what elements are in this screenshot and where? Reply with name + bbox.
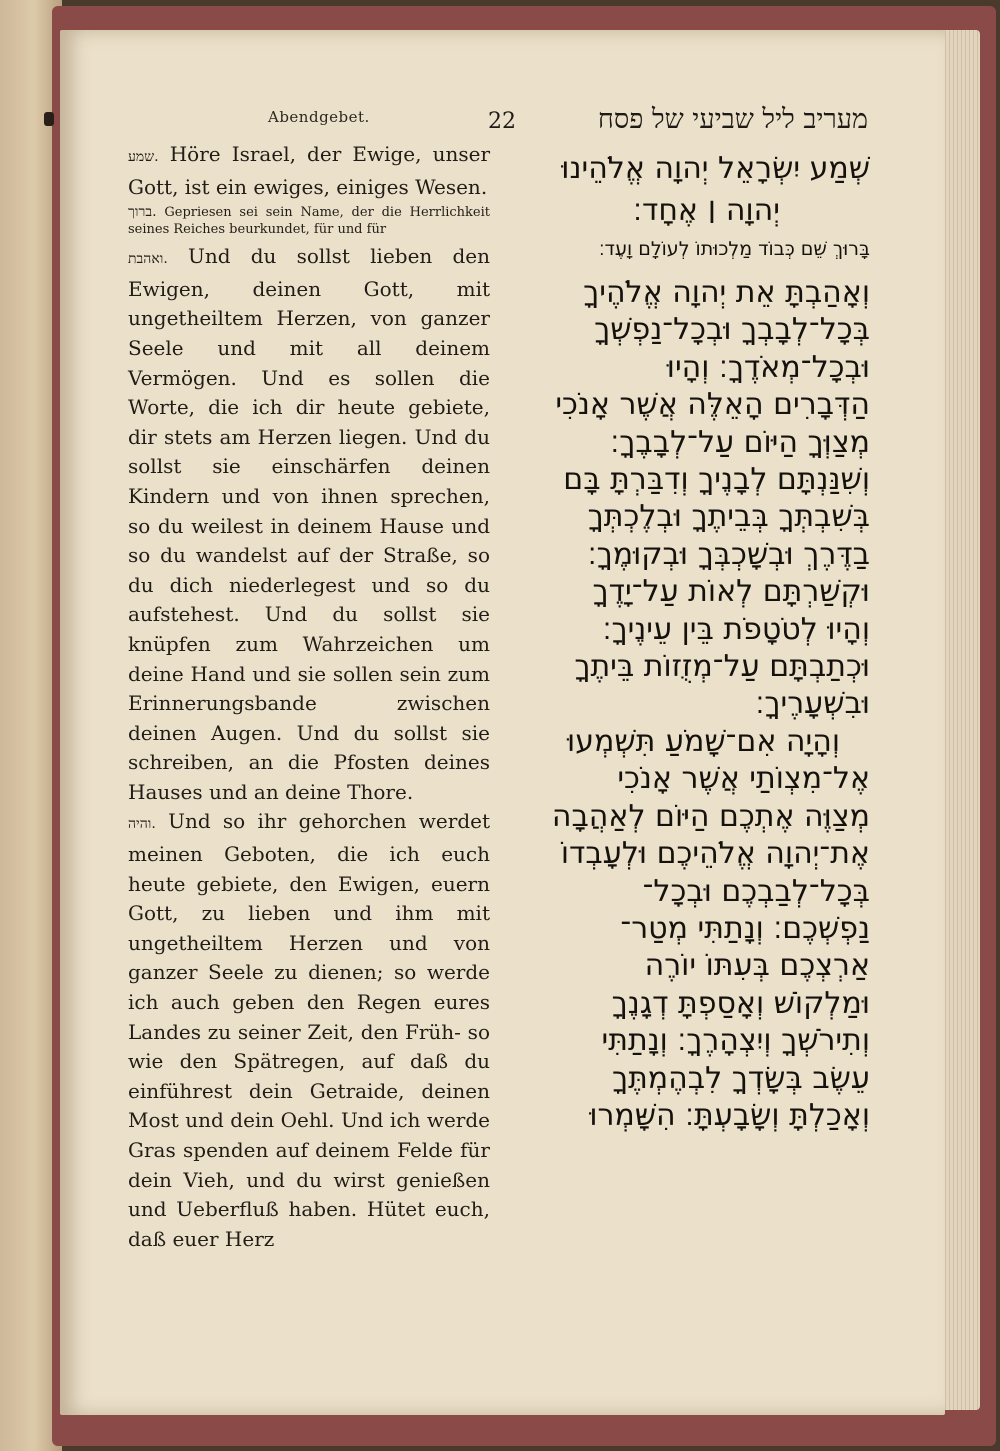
binding-clip (44, 112, 54, 126)
paragraph-marker: והיה. (128, 816, 156, 833)
hebrew-line: בַדֶּרֶךְ וּבְשָׁכְבְּךָ וּבְקוּמֶךָ׃ (587, 536, 870, 572)
paragraph-text: Und so ihr gehorchen werdet meinen Geboten, die ich euch heute gebiete, den Ewigen, euern Gott, zu lieben und ihm mit ungetheiltem Herzen und von ganzer Seele zu dienen; so werde ich auch geben den Regen eures Landes zu seiner Zeit, den Früh- so wie den Spätregen, auf daß du einführest dein Getraide, deinen Most und dein Oehl. Und ich werde Gras spenden auf deinem Felde für dein Vieh, und du wirst genießen und Ueberfluß haben. Hütet euch, daß euer Herz (128, 809, 490, 1251)
hebrew-line: בְּשִׁבְתְּךָ בְּבֵיתֶךָ וּבְלֶכְתְּךָ (587, 499, 870, 535)
hebrew-line: וְשִׁנַּנְתָּם לְבָנֶיךָ וְדִבַּרְתָּ בָּם (563, 462, 870, 498)
hebrew-line: וּבְכָל־מְאֹדֶךָ׃ וְהָיוּ (666, 349, 870, 385)
hebrew-line: בְּכָל־לְבָבְךָ וּבְכָל־נַפְשְׁךָ (594, 312, 870, 348)
hebrew-line: וּבִשְׁעָרֶיךָ׃ (755, 686, 870, 722)
hebrew-text-column (505, 148, 870, 1134)
hebrew-line: וְהָיוּ לְטֹטָפֹת בֵּין עֵינֶיךָ׃ (602, 611, 870, 647)
running-head-hebrew (488, 104, 868, 135)
hebrew-line: מְצַוְּךָ הַיּוֹם עַל־לְבָבֶךָ׃ (610, 424, 870, 460)
hebrew-line: עֵשֶׂב בְּשָׂדְךָ לִבְהֶמְתֶּךָ (611, 1060, 870, 1096)
paragraph-veahavta (128, 242, 490, 807)
hebrew-line: בְּכָל־לְבַבְכֶם וּבְכָל־ (642, 873, 870, 909)
hebrew-line-small: בָּרוּךְ שֵׁם כְּבוֹד מַלְכוּתוֹ לְעוֹלָם וָעֶד׃ (598, 238, 870, 260)
hebrew-line: וְאָכַלְתָּ וְשָׂבָעְתָּ׃ הִשָּׁמְרוּ (589, 1097, 870, 1133)
paragraph-marker: ואהבת. (128, 251, 168, 268)
hebrew-line: וּמַלְקוֹשׁ וְאָסַפְתָּ דְגָנֶךָ (611, 985, 870, 1021)
hebrew-line: וְתִירֹשְׁךָ וְיִצְהָרֶךָ׃ וְנָתַתִּי (601, 1023, 870, 1059)
hebrew-line: הַדְּבָרִים הָאֵלֶּה אֲשֶׁר אָנֹכִי (555, 387, 870, 423)
hebrew-line: אֶל־מִצְוֹתַי אֲשֶׁר אָנֹכִי (617, 761, 870, 797)
hebrew-line: שְׁמַע יִשְׂרָאֵל יְהוָה אֱלֹהֵינוּ (561, 151, 870, 186)
hebrew-line: וּכְתַבְתָּם עַל־מְזֻזוֹת בֵּיתֶךָ (574, 649, 870, 685)
paragraph-vehaya (128, 807, 490, 1254)
hebrew-line: וְהָיָה אִם־שָׁמֹעַ תִּשְׁמְעוּ (567, 723, 840, 759)
hebrew-line: אֶת־יְהוָה אֱלֹהֵיכֶם וּלְעָבְדוֹ (560, 836, 870, 872)
hebrew-line: אַרְצְכֶם בְּעִתּוֹ יוֹרֶה (644, 948, 870, 984)
hebrew-line: יְהוָה ׀ אֶחָד׃ (633, 193, 780, 228)
page-number: 22 (488, 109, 516, 134)
paragraph-text: Gepriesen sei sein Name, der die Herrlichkeit seines Reiches beurkundet, für und für (128, 205, 490, 238)
paragraph-baruch (128, 204, 490, 238)
hebrew-title: מעריב ליל שביעי של פסח (597, 104, 868, 135)
hebrew-line: וְאָהַבְתָּ אֵת יְהוָה אֱלֹהֶיךָ (583, 275, 870, 310)
paragraph-marker: ברוך. (128, 204, 157, 221)
hebrew-line: נַפְשְׁכֶם׃ וְנָתַתִּי מְטַר־ (620, 910, 870, 946)
paragraph-marker: שמע. (128, 149, 159, 165)
german-translation-column (128, 140, 490, 1254)
paragraph-text: Und du sollst lieben den Ewigen, deinen Gott, mit ungetheiltem Herzen, von ganzer Seele und mit all deinem Vermögen. Und es sollen die Worte, die ich dir heute gebiete, dir stets am Herzen liegen. Und du sollst sie einschärfen deinen Kindern und von ihnen sprechen, so du weilest in deinem Hause und so du wandelst auf der Straße, so du dich niederlegest und so du aufstehest. Und du sollst sie knüpfen zum Wahrzeichen um deine Hand und sie sollen sein zum Erinnerungsbande zwischen deinen Augen. Und du sollst sie schreiben, an die Pfosten deines Hauses und an deine Thore. (128, 244, 490, 804)
paragraph-text: Höre Israel, der Ewige, unser Gott, ist ein ewiges, einiges Wesen. (128, 142, 491, 199)
hebrew-line: וּקְשַׁרְתָּם לְאוֹת עַל־יָדֶךָ (592, 574, 870, 610)
running-head-german: Abendgebet. (268, 108, 370, 126)
hebrew-line: מְצַוֶּה אֶתְכֶם הַיּוֹם לְאַהֲבָה (551, 798, 870, 834)
paragraph-shema (128, 140, 490, 202)
